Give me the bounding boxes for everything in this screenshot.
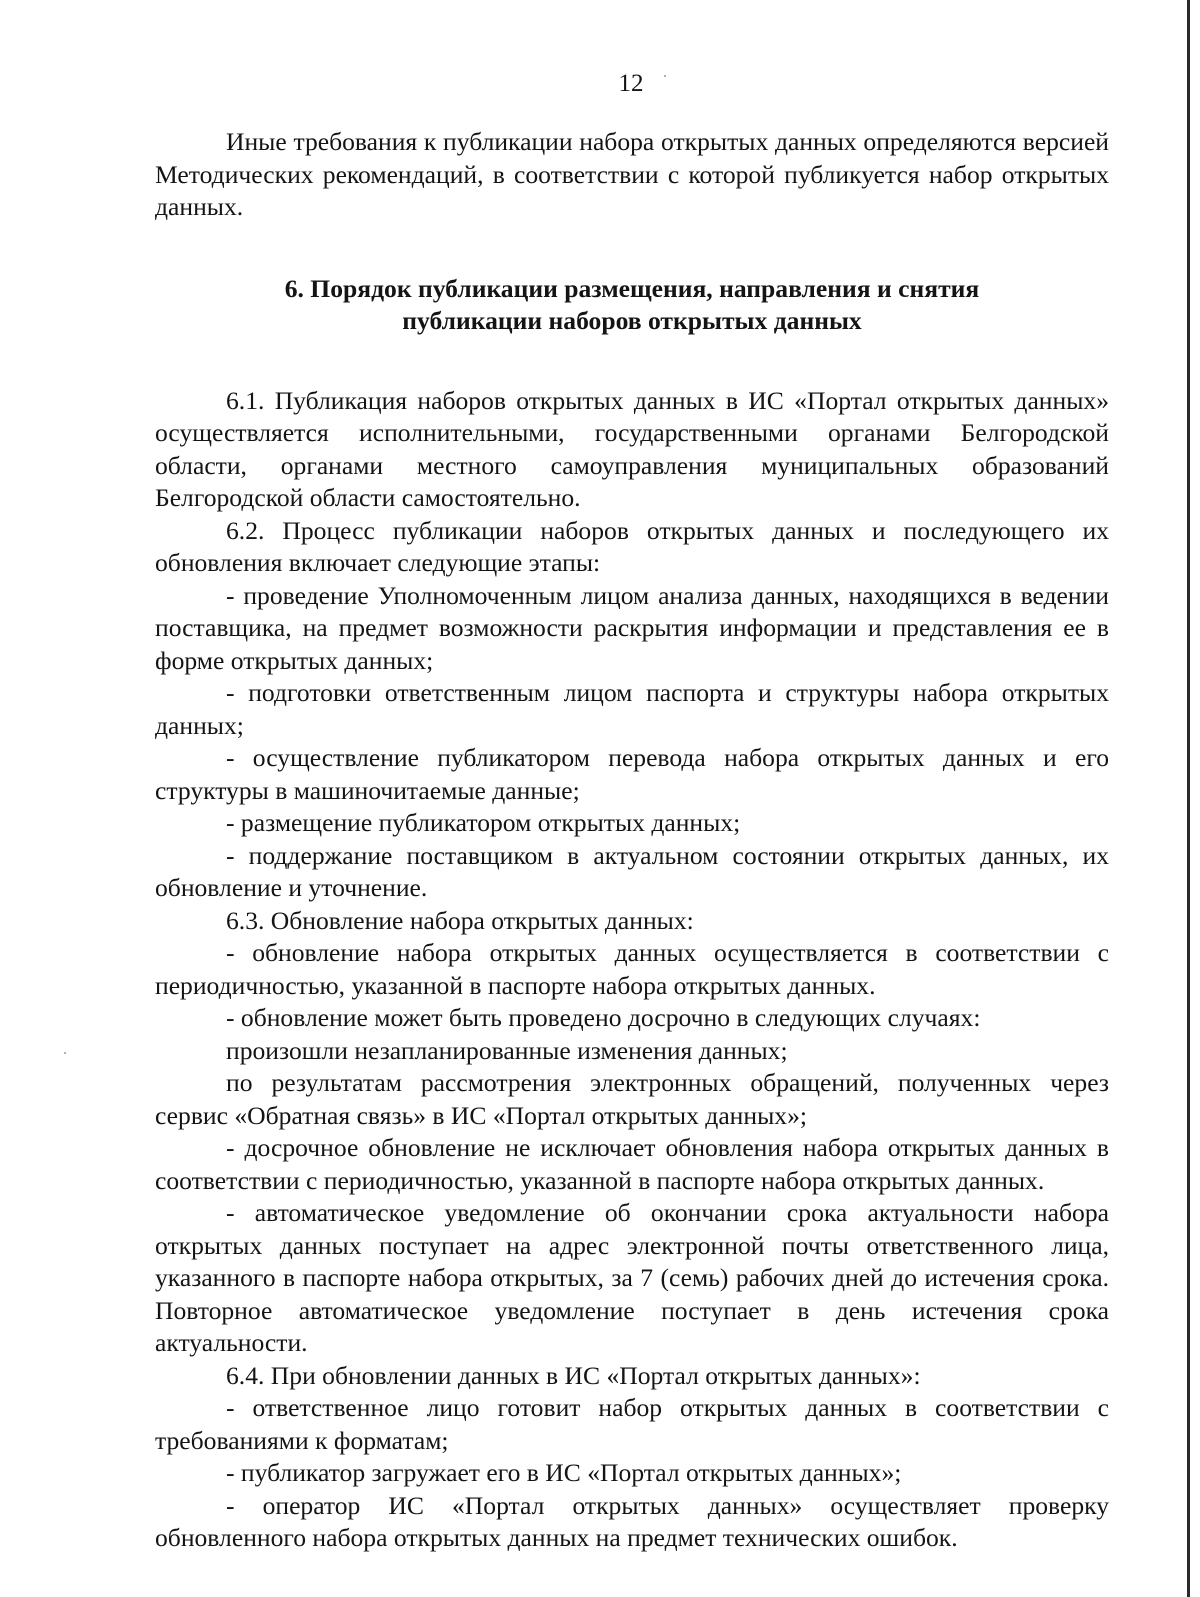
- list-item: по результатам рассмотрения электронных обращений, полученных через сервис «Обратная связь» в ИС «Портал открытых данных»;: [155, 1068, 1109, 1130]
- list-item: - обновление набора открытых данных осуществляется в соответствии с периодичностью, указанной в паспорте набора открытых данных.: [155, 938, 1109, 1000]
- list-item: произошли незапланированные изменения данных;: [226, 1035, 788, 1065]
- section-heading-line-1: 6. Порядок публикации размещения, направления и снятия: [284, 273, 980, 303]
- paragraph-6-1: 6.1. Публикация наборов открытых данных в ИС «Портал открытых данных» осуществляется исполнительными, государственными органами Белгородской области, органами местного самоуправления муниципальных образований Белгородской области самостоятельно.: [155, 385, 1109, 512]
- list-item: - осуществление публикатором перевода набора открытых данных и его структуры в машиночитаемые данные;: [155, 743, 1109, 805]
- list-item: - автоматическое уведомление об окончании срока актуальности набора открытых данных поступает на адрес электронной почты ответственного лица, указанного в паспорте набора открытых, за 7 (семь) рабочих дней до истечения срока. Повторное автоматическое уведомление поступает в день истечения срока актуальности.: [155, 1198, 1109, 1357]
- scan-speck: [64, 1052, 66, 1054]
- intro-paragraph: Иные требования к публикации набора открытых данных определяются версией Методических рекомендаций, в соответствии с которой публикуется набор открытых данных.: [155, 127, 1109, 221]
- list-item: - оператор ИС «Портал открытых данных» осуществляет проверку обновленного набора открытых данных на предмет технических ошибок.: [155, 1490, 1109, 1552]
- list-item: - ответственное лицо готовит набор открытых данных в соответствии с требованиями к форматам;: [155, 1393, 1109, 1455]
- paragraph-6-3: 6.3. Обновление набора открытых данных:: [226, 905, 694, 935]
- list-item: - размещение публикатором открытых данных;: [226, 808, 741, 837]
- document-body: [155, 126, 1109, 1555]
- list-item: - подготовки ответственным лицом паспорта и структуры набора открытых данных;: [155, 678, 1109, 740]
- list-item: - обновление может быть проведено досрочно в следующих случаях:: [226, 1003, 981, 1032]
- list-item: - публикатор загружает его в ИС «Портал открытых данных»;: [226, 1458, 902, 1487]
- paragraph-6-4: 6.4. При обновлении данных в ИС «Портал открытых данных»:: [226, 1360, 921, 1390]
- list-item: - досрочное обновление не исключает обновления набора открытых данных в соответствии с периодичностью, указанной в паспорте набора открытых данных.: [155, 1133, 1109, 1195]
- paragraph-6-2: 6.2. Процесс публикации наборов открытых данных и последующего их обновления включает следующие этапы:: [155, 515, 1109, 577]
- page-number: 12: [618, 70, 644, 97]
- list-item: - поддержание поставщиком в актуальном состоянии открытых данных, их обновление и уточнение.: [155, 840, 1109, 902]
- list-item: - проведение Уполномоченным лицом анализа данных, находящихся в ведении поставщика, на предмет возможности раскрытия информации и представления ее в форме открытых данных;: [155, 580, 1109, 675]
- section-heading: [155, 273, 1109, 337]
- section-heading-line-2: публикации наборов открытых данных: [402, 305, 862, 335]
- scan-border-line: [1187, 0, 1190, 1597]
